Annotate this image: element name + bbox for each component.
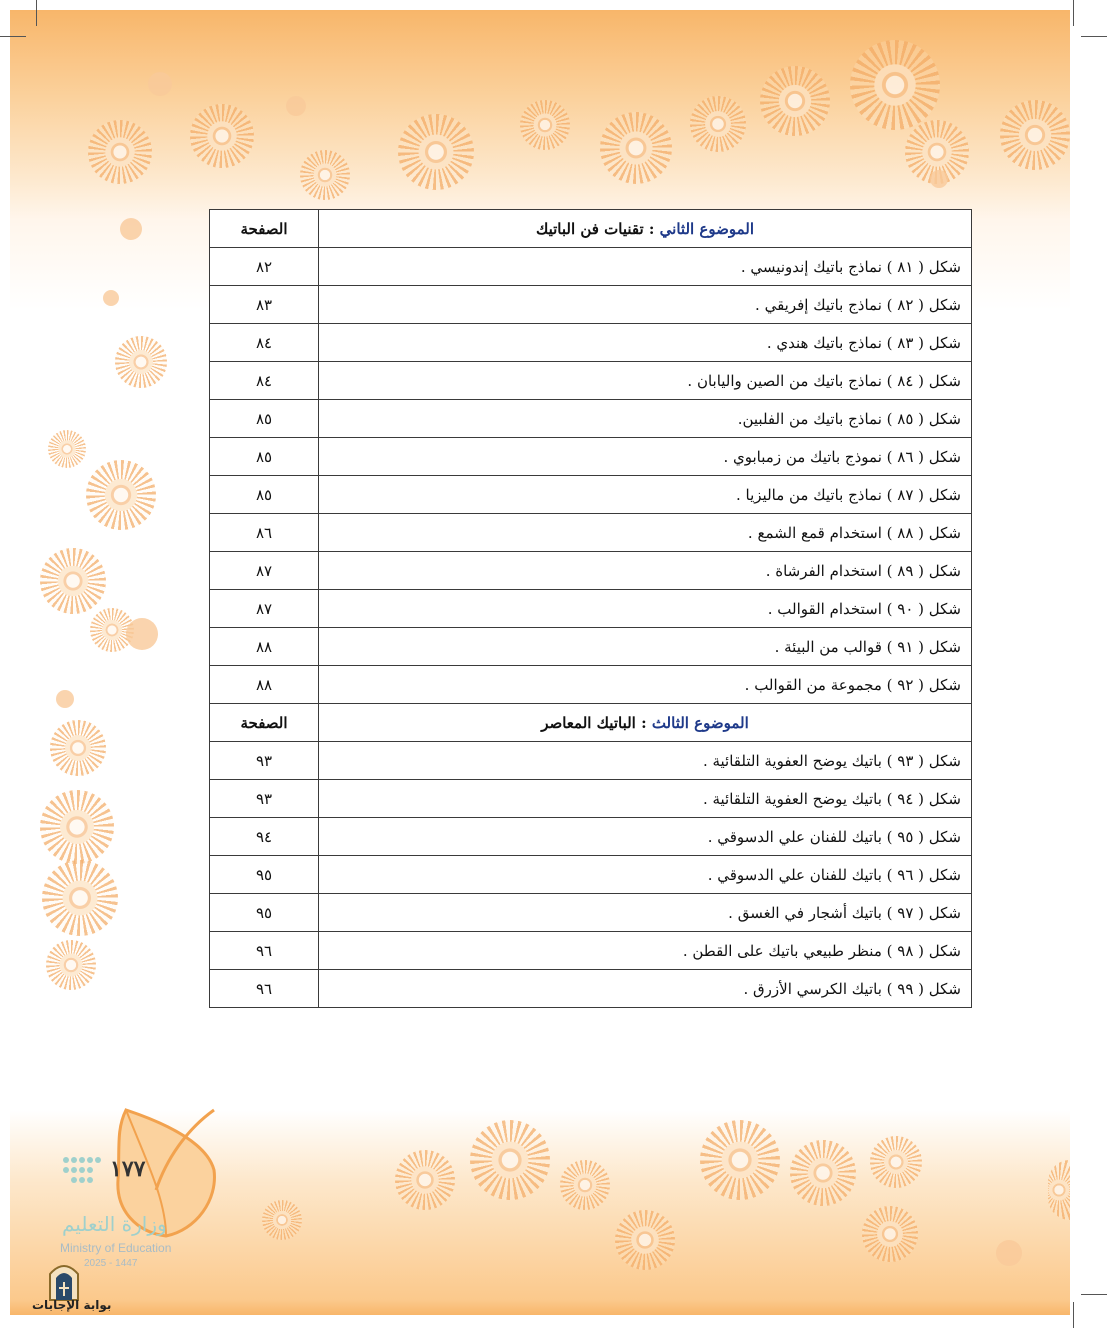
figure-page: ٨٨ — [210, 666, 319, 704]
flower-decoration — [48, 430, 86, 468]
flower-decoration — [40, 790, 114, 864]
figure-page: ٨٨ — [210, 628, 319, 666]
figure-page: ٨٥ — [210, 400, 319, 438]
ministry-year: 2025 - 1447 — [84, 1258, 138, 1269]
table-row — [210, 780, 972, 818]
table-row — [210, 818, 972, 856]
table-row — [210, 742, 972, 780]
dot-decoration — [286, 96, 306, 116]
page-column-header: الصفحة — [210, 210, 319, 248]
figure-title: شكل ( ٨٩ ) استخدام الفرشاة . — [319, 552, 972, 590]
figure-title: شكل ( ٩٣ ) باتيك يوضح العفوية التلقائية . — [319, 742, 972, 780]
flower-decoration — [470, 1120, 550, 1200]
flower-decoration — [88, 120, 152, 184]
crop-mark-top-right-v — [1073, 0, 1074, 26]
topic-name: تقنيات فن الباتيك — [535, 219, 644, 238]
figure-title: شكل ( ٩٥ ) باتيك للفنان علي الدسوقي . — [319, 818, 972, 856]
table-row — [210, 552, 972, 590]
flower-decoration — [790, 1140, 856, 1206]
crop-mark-bottom-right-v — [1073, 1302, 1074, 1328]
flower-decoration — [700, 1120, 780, 1200]
topic-label: الموضوع الثالث — [651, 713, 749, 732]
figure-page: ٩٣ — [210, 742, 319, 780]
table-row — [210, 590, 972, 628]
figure-page: ٨٣ — [210, 286, 319, 324]
flower-decoration — [40, 548, 106, 614]
figure-page: ٩٤ — [210, 818, 319, 856]
figure-title: شكل ( ٩٢ ) مجموعة من القوالب . — [319, 666, 972, 704]
flower-decoration — [862, 1206, 918, 1262]
topic-title-cell — [319, 210, 972, 248]
figure-page: ٨٤ — [210, 362, 319, 400]
topic-separator: : — [643, 219, 660, 238]
figure-title: شكل ( ٩٩ ) باتيك الكرسي الأزرق . — [319, 970, 972, 1008]
figure-page: ٨٦ — [210, 514, 319, 552]
crop-mark-top-left-h — [0, 36, 26, 37]
table-row — [210, 476, 972, 514]
figure-title: شكل ( ٨٧ ) نماذج باتيك من ماليزيا . — [319, 476, 972, 514]
ministry-name-english: Ministry of Education — [60, 1241, 172, 1255]
crop-mark-top-left-v — [36, 0, 37, 26]
topic-header-row — [210, 210, 972, 248]
flower-decoration — [690, 96, 746, 152]
figure-page: ٩٦ — [210, 970, 319, 1008]
table-row — [210, 514, 972, 552]
figure-title: شكل ( ٨٨ ) استخدام قمع الشمع . — [319, 514, 972, 552]
topic-separator: : — [635, 713, 652, 732]
figure-page: ٨٢ — [210, 248, 319, 286]
crop-mark-bottom-right-h — [1081, 1294, 1107, 1295]
table-row — [210, 970, 972, 1008]
flower-decoration — [42, 860, 118, 936]
flower-decoration — [115, 336, 167, 388]
figure-title: شكل ( ٩١ ) قوالب من البيئة . — [319, 628, 972, 666]
figure-title: شكل ( ٩٧ ) باتيك أشجار في الغسق . — [319, 894, 972, 932]
figure-title: شكل ( ٩٨ ) منظر طبيعي باتيك على القطن . — [319, 932, 972, 970]
flower-decoration — [50, 720, 106, 776]
figure-title: شكل ( ٨٢ ) نماذج باتيك إفريقي . — [319, 286, 972, 324]
figure-page: ٨٥ — [210, 438, 319, 476]
figure-title: شكل ( ٨٦ ) نموذج باتيك من زمبابوي . — [319, 438, 972, 476]
figure-title: شكل ( ٨١ ) نماذج باتيك إندونيسي . — [319, 248, 972, 286]
dot-decoration — [126, 618, 158, 650]
flower-decoration — [600, 112, 672, 184]
flower-decoration — [1048, 1160, 1070, 1220]
flower-decoration — [615, 1210, 675, 1270]
table-row — [210, 286, 972, 324]
dot-decoration — [148, 72, 172, 96]
crop-mark-top-right-h — [1081, 36, 1107, 37]
dot-decoration — [103, 290, 119, 306]
table-row — [210, 248, 972, 286]
answers-portal-logo-icon — [46, 1258, 82, 1302]
dot-decoration — [120, 218, 142, 240]
flower-decoration — [520, 100, 570, 150]
figure-page: ٨٧ — [210, 590, 319, 628]
ministry-name-arabic: وزارة التعليم — [62, 1212, 167, 1236]
table-row — [210, 628, 972, 666]
figure-page: ٨٥ — [210, 476, 319, 514]
answers-portal-label: بوابة الإجابات — [32, 1298, 112, 1312]
ministry-logo-dots-icon — [62, 1156, 102, 1186]
flower-decoration — [760, 66, 830, 136]
table-row — [210, 362, 972, 400]
figure-page: ٨٤ — [210, 324, 319, 362]
flower-decoration — [850, 40, 940, 130]
table-row — [210, 438, 972, 476]
flower-decoration — [395, 1150, 455, 1210]
table-row — [210, 666, 972, 704]
dot-decoration — [996, 1240, 1022, 1266]
topic-name: الباتيك المعاصر — [541, 713, 636, 732]
dot-decoration — [930, 170, 948, 188]
table-row — [210, 856, 972, 894]
flower-decoration — [262, 1200, 302, 1240]
table-row — [210, 894, 972, 932]
dot-decoration — [56, 690, 74, 708]
figure-title: شكل ( ٩٠ ) استخدام القوالب . — [319, 590, 972, 628]
page-number: ١٧٧ — [110, 1156, 146, 1182]
figure-page: ٩٥ — [210, 894, 319, 932]
page-column-header: الصفحة — [210, 704, 319, 742]
flower-decoration — [398, 114, 474, 190]
figure-title: شكل ( ٩٦ ) باتيك للفنان علي الدسوقي . — [319, 856, 972, 894]
figure-page: ٩٣ — [210, 780, 319, 818]
figure-title: شكل ( ٩٤ ) باتيك يوضح العفوية التلقائية . — [319, 780, 972, 818]
table-row — [210, 932, 972, 970]
flower-decoration — [560, 1160, 610, 1210]
flower-decoration — [300, 150, 350, 200]
figure-title: شكل ( ٨٥ ) نماذج باتيك من الفلبين. — [319, 400, 972, 438]
topic-header-row — [210, 704, 972, 742]
table-row — [210, 324, 972, 362]
flower-decoration — [1000, 100, 1070, 170]
table-row — [210, 400, 972, 438]
figure-page: ٨٧ — [210, 552, 319, 590]
figure-title: شكل ( ٨٣ ) نماذج باتيك هندي . — [319, 324, 972, 362]
figure-title: شكل ( ٨٤ ) نماذج باتيك من الصين واليابان . — [319, 362, 972, 400]
figures-index-table — [209, 209, 972, 1008]
figure-page: ٩٥ — [210, 856, 319, 894]
topic-label: الموضوع الثاني — [659, 219, 755, 238]
flower-decoration — [870, 1136, 922, 1188]
figure-page: ٩٦ — [210, 932, 319, 970]
flower-decoration — [86, 460, 156, 530]
flower-decoration — [46, 940, 96, 990]
topic-title-cell — [319, 704, 972, 742]
flower-decoration — [190, 104, 254, 168]
